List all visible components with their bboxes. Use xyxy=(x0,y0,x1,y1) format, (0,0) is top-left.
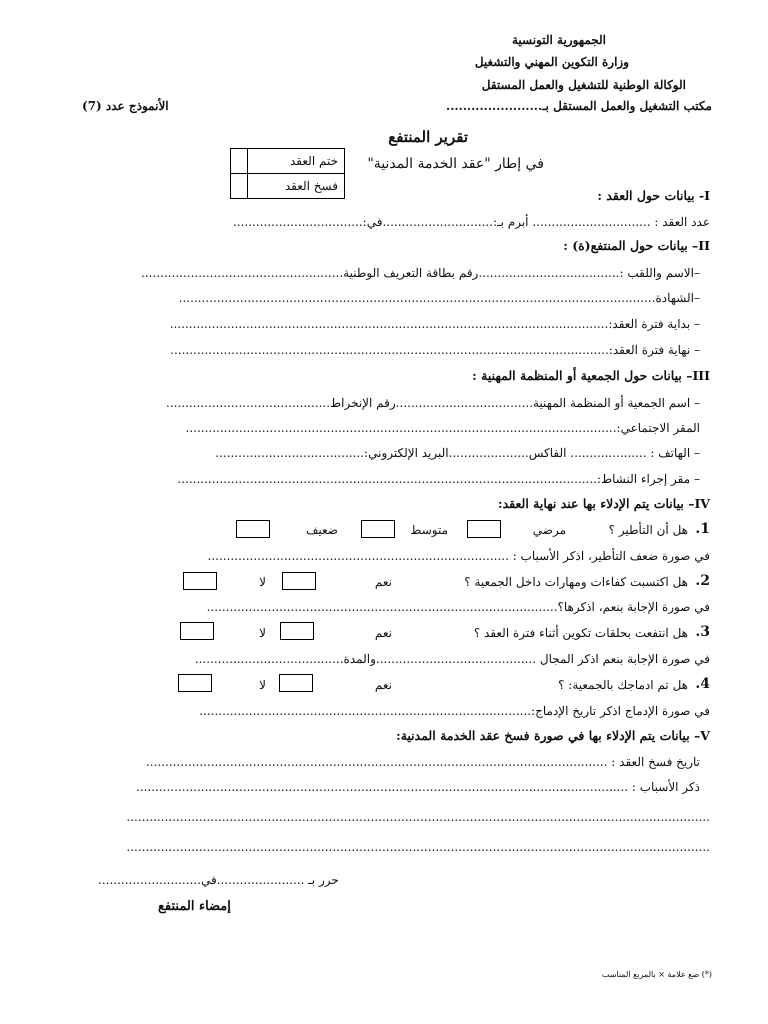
reasons-extra-line-1: ......................................................................................................................................................... xyxy=(126,810,710,824)
headquarters-line: المقر الاجتماعي:................................................................................................................. xyxy=(185,421,700,435)
q4-text: هل تم ادماجك بالجمعية: ؟ xyxy=(558,678,688,692)
signature-place-date: حرر بـ .......................في........................... xyxy=(98,873,339,887)
q2-follow-line: في صورة الإجابة بنعم، اذكرها؟............................................................................................ xyxy=(206,600,710,614)
q4-yes-box[interactable] xyxy=(279,674,313,692)
q4-follow-line: في صورة الإدماج اذكر تاريخ الإدماج:....................................................................................... xyxy=(199,704,710,718)
q1-option-satisfactory: مرضي xyxy=(532,523,566,537)
section2-heading: II– بيانات حول المنتفع(ة) : xyxy=(563,238,710,253)
header-office: مكتب التشغيل والعمل المستقل بـ....................... xyxy=(446,99,712,113)
q1-number: 1. xyxy=(695,521,710,537)
q1-box-average[interactable] xyxy=(361,520,395,538)
q3-no-box[interactable] xyxy=(180,622,214,640)
contact-line: – الهاتف : .................... الفاكس.....................البريد الإلكتروني:....................................... xyxy=(215,446,700,460)
contract-status-table xyxy=(230,148,345,199)
activity-location-line: – مقر إجراء النشاط:.............................................................................................................. xyxy=(177,472,700,486)
q2-no-box[interactable] xyxy=(183,572,217,590)
reasons-line: ذكر الأسباب : ................................................................................................................................. xyxy=(135,780,700,794)
name-id-line: –الاسم واللقب :.....................................رقم بطاقة التعريف الوطنية..................................................... xyxy=(141,266,700,280)
q1-box-weak[interactable] xyxy=(236,520,270,538)
reasons-extra-line-2: ......................................................................................................................................................... xyxy=(126,840,710,854)
q4-no-label: لا xyxy=(259,678,266,692)
q1-option-average: متوسط xyxy=(410,523,448,537)
contract-end-label: ختم العقد xyxy=(248,149,345,174)
header-ministry: وزارة التكوين المهني والتشغيل xyxy=(474,55,629,69)
q3-yes-box[interactable] xyxy=(280,622,314,640)
q4-yes-label: نعم xyxy=(374,678,392,692)
q3-number: 3. xyxy=(695,624,710,640)
q2-number: 2. xyxy=(695,573,710,589)
q1-follow-line: في صورة ضعف التأطير، اذكر الأسباب : ............................................................................... xyxy=(207,549,710,563)
q2-text: هل اكتسبت كفاءات ومهارات داخل الجمعية ؟ xyxy=(464,575,688,589)
q3-follow-line: في صورة الإجابة بنعم اذكر المجال ..........................................والمدة....................................... xyxy=(194,652,710,666)
model-number: الأنموذج عدد (7) xyxy=(82,99,169,113)
q1-text: هل أن التأطير ؟ xyxy=(608,523,688,537)
diploma-line: –الشهادة............................................................................................................................. xyxy=(178,291,700,305)
footnote: (*) ضع علامة × بالمربع المناسب xyxy=(601,970,712,979)
signature-label: إمضاء المنتفع xyxy=(158,899,231,914)
contract-cancel-label: فسخ العقد xyxy=(248,174,345,199)
contract-start-line: – بداية فترة العقد:................................................................................................................... xyxy=(169,317,700,331)
q4-number: 4. xyxy=(695,676,710,692)
section1-heading: I- بيانات حول العقد : xyxy=(597,188,710,203)
q3-no-label: لا xyxy=(259,626,266,640)
section4-heading: IV– بيانات يتم الإدلاء بها عند نهاية العقد: xyxy=(497,496,710,511)
page-title: تقرير المنتفع xyxy=(388,128,468,146)
q2-no-label: لا xyxy=(259,575,266,589)
q3-yes-label: نعم xyxy=(374,626,392,640)
section5-heading: V– بيانات يتم الإدلاء بها في صورة فسخ عقد الخدمة المدنية: xyxy=(396,728,710,743)
contract-number-line: عدد العقد : ............................... أبرم بـ:.............................في:.................................. xyxy=(232,215,710,229)
contract-end-box[interactable] xyxy=(231,149,248,174)
q2-yes-label: نعم xyxy=(374,575,392,589)
section3-heading: III– بيانات حول الجمعية أو المنظمة المهنية : xyxy=(472,368,710,383)
cancel-date-line: تاريخ فسخ العقد : ......................................................................................................................... xyxy=(145,755,700,769)
header-agency: الوكالة الوطنية للتشغيل والعمل المستقل xyxy=(481,78,686,92)
q4-no-box[interactable] xyxy=(178,674,212,692)
page-subtitle: في إطار "عقد الخدمة المدنية" xyxy=(367,156,544,172)
q2-yes-box[interactable] xyxy=(282,572,316,590)
contract-end-line: – نهاية فترة العقد:................................................................................................................... xyxy=(170,343,700,357)
header-republic: الجمهورية التونسية xyxy=(511,33,606,47)
q3-text: هل انتفعت بحلقات تكوين أثناء فترة العقد ؟ xyxy=(473,626,688,640)
contract-cancel-box[interactable] xyxy=(231,174,248,199)
q1-box-satisfactory[interactable] xyxy=(467,520,501,538)
q1-option-weak: ضعيف xyxy=(305,523,338,537)
association-name-line: – اسم الجمعية أو المنظمة المهنية....................................رقم الإنخراط........................................... xyxy=(166,396,700,410)
